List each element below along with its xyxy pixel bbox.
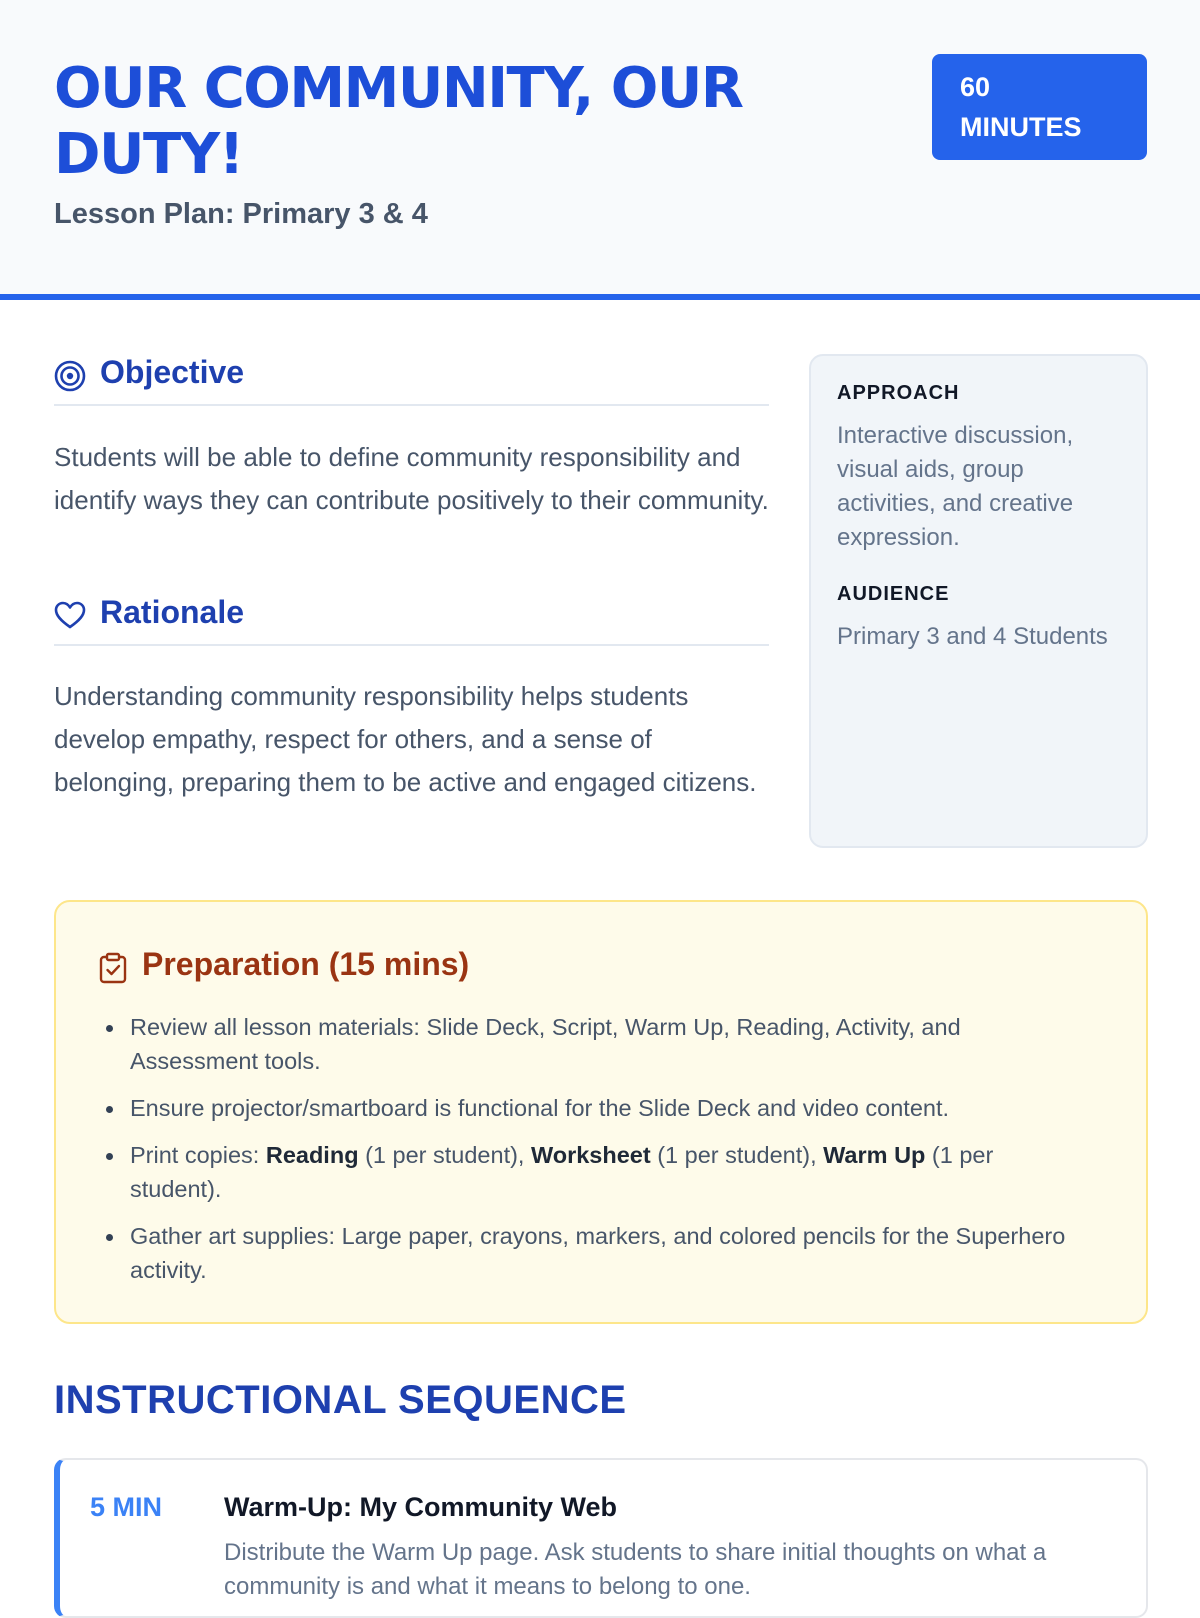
preparation-box — [54, 900, 1148, 1324]
step-title: Warm-Up: My Community Web — [224, 1492, 618, 1522]
list-item: Ensure projector/smartboard is functional for the Slide Deck and video content. — [130, 1091, 1090, 1125]
objective-text: Students will be able to define community responsibility and identify ways they can contribute positively to their community. — [54, 442, 769, 515]
clipboard-check-icon — [98, 952, 128, 984]
audience-label: AUDIENCE — [837, 583, 950, 605]
page-header — [0, 0, 1200, 300]
warmup-count: (1 per student). — [130, 1142, 994, 1202]
page-title: OUR COMMUNITY, OUR DUTY! — [54, 56, 743, 187]
approach-label: APPROACH — [837, 382, 960, 404]
preparation-list — [130, 1010, 1090, 1300]
step-time: 5 MIN — [90, 1492, 163, 1522]
warmup-bold: Warm Up — [823, 1142, 926, 1168]
rationale-label: Rationale — [100, 594, 245, 630]
target-icon — [54, 360, 86, 392]
list-item — [130, 1138, 1090, 1206]
page-subtitle: Lesson Plan: Primary 3 & 4 — [54, 198, 428, 230]
step-description: Distribute the Warm Up page. Ask students to share initial thoughts on what a community is and what it means to belong to one. — [224, 1539, 1047, 1600]
rationale-heading — [54, 590, 769, 646]
reading-bold: Reading — [265, 1142, 359, 1168]
list-item: Gather art supplies: Large paper, crayons, markers, and colored pencils for the Superhero activity. — [130, 1219, 1090, 1287]
approach-text: Interactive discussion, visual aids, group activities, and creative expression. — [837, 422, 1074, 551]
list-item: Review all lesson materials: Slide Deck, Script, Warm Up, Reading, Activity, and Assessment tools. — [130, 1010, 1090, 1078]
heart-icon — [54, 600, 86, 632]
worksheet-count: (1 per student), — [650, 1142, 824, 1168]
objective-heading — [54, 350, 769, 406]
preparation-label: Preparation (15 mins) — [142, 946, 470, 982]
reading-count: (1 per student), — [358, 1142, 531, 1168]
sequence-heading: INSTRUCTIONAL SEQUENCE — [54, 1378, 627, 1422]
sequence-step — [54, 1458, 1148, 1618]
audience-text: Primary 3 and 4 Students — [837, 623, 1108, 650]
lesson-details-card — [809, 354, 1148, 848]
worksheet-bold: Worksheet — [530, 1142, 651, 1168]
objective-label: Objective — [100, 354, 245, 390]
rationale-text: Understanding community responsibility helps students develop empathy, respect for others, and a sense of belonging, preparing them to be active and engaged citizens. — [54, 681, 757, 797]
print-prefix: Print copies: — [130, 1142, 266, 1168]
duration-badge: 60 MINUTES — [932, 54, 1147, 160]
